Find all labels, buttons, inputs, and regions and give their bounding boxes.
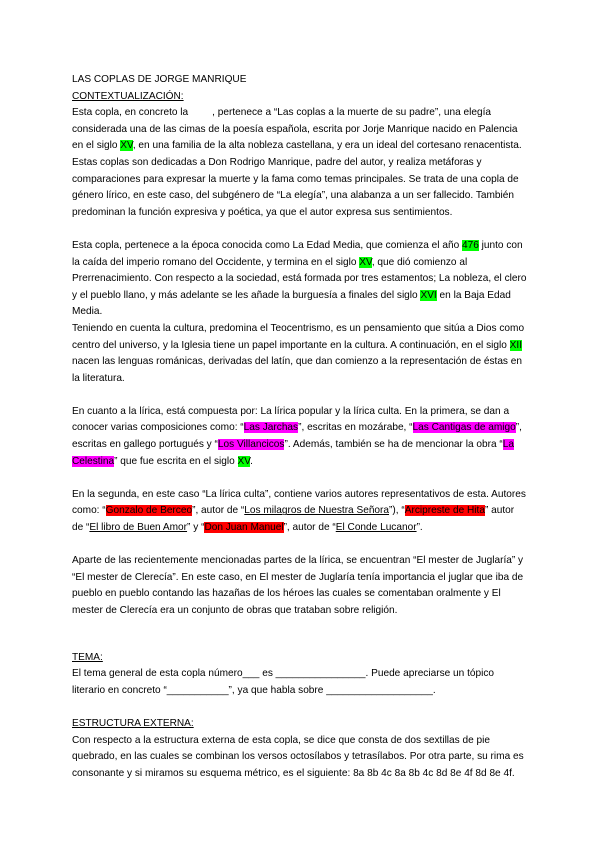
context-paragraph-3 bbox=[72, 321, 528, 387]
paragraph-gap bbox=[72, 699, 528, 716]
highlight-red: Arcipreste de Hita bbox=[404, 505, 485, 517]
text-run: nacen las lenguas románicas, derivadas del latín, que dan comienzo a la representación de éstas en la literatura. bbox=[72, 356, 523, 384]
text-run: ”. bbox=[416, 522, 423, 534]
highlight-green: XV bbox=[120, 140, 133, 152]
text-run: Teniendo en cuenta la cultura, predomina el Teocentrismo, es un pensamiento que sitúa a Dios como centro del universo, y la Iglesia tiene un papel importante en la cultura. A continuación, en el siglo bbox=[72, 322, 525, 351]
text-run: , pertenece a “Las coplas a la muerte de su padre”, una elegía considerada una de las cimas de la poesía española, escrita por Jorje Manrique nacido en Palencia en el siglo bbox=[72, 107, 518, 152]
text-run: ” que fue escrita en el siglo bbox=[114, 455, 238, 467]
paragraph-gap bbox=[72, 221, 528, 238]
paragraph-gap bbox=[72, 387, 528, 404]
text-run: ”, escritas en mozárabe, “ bbox=[298, 422, 413, 434]
highlight-magenta: Los Villancicos bbox=[217, 439, 285, 451]
text-run: , que dió comienzo al Prerrenacimiento. Con respecto a la sociedad, está formada por tres estamentos; La nobleza, el clero y el pueblo llano, y más adelante se les añade la burguesía a finales del siglo bbox=[72, 256, 527, 301]
highlight-green: XVI bbox=[420, 289, 437, 301]
text-run: ” y “ bbox=[187, 522, 205, 534]
highlight-green: 476 bbox=[462, 239, 479, 251]
text-run: . bbox=[250, 455, 253, 467]
text-run: , en una familia de la alta nobleza castellana, y era un ideal del cortesano renacentista. Estas coplas son dedicadas a Don Rodrigo Manrique, padre del autor, y realiza metáforas y comparaciones para expresar la muerte y la fama como temas principales. Se trata de una copla de género lírico, en este caso, del subgénero de “La elegía”, una alabanza a un ser fallecido. También predominan la función expresiva y poética, ya que el autor expresa sus sentimientos. bbox=[72, 140, 522, 218]
tema-paragraph: El tema general de esta copla número___ es ________________. Puede apreciarse un tópico literario en concreto “___________”, ya que habla sobre ___________________. bbox=[72, 668, 495, 696]
text-run: Esta copla, pertenece a la época conocida como La Edad Media, que comienza el año bbox=[72, 239, 462, 251]
highlight-red: Gonzalo de Berceo bbox=[105, 505, 193, 517]
context-paragraph-2 bbox=[72, 238, 528, 321]
mester-paragraph: Aparte de las recientemente mencionadas partes de la lírica, se encuentran “El mester de Juglaría” y “El mester de Clerecía”. En este caso, en El mester de Juglaría tenía importancia el juglar que iba de pueblo en pueblo contando las hazañas de los héroes las cuales se comentaban oralmente y El mester de Clerecía era un conjunto de obras que trataban sobre religión. bbox=[72, 555, 524, 616]
underlined-work: Los milagros de Nuestra Señora bbox=[244, 505, 390, 517]
underlined-work: El Conde Lucanor bbox=[335, 522, 417, 534]
context-heading: CONTEXTUALIZACIÓN: bbox=[72, 90, 184, 102]
lirica-culta-paragraph bbox=[72, 487, 528, 537]
text-run: ”. Además, también se ha de mencionar la obra “ bbox=[284, 439, 503, 451]
estructura-heading: ESTRUCTURA EXTERNA: bbox=[72, 717, 194, 729]
highlight-red: Don Juan Manuel bbox=[204, 522, 284, 534]
context-paragraph-1 bbox=[72, 105, 528, 221]
paragraph-gap bbox=[72, 537, 528, 554]
text-run: Esta copla, en concreto la bbox=[72, 107, 189, 119]
text-run: junto con la caída del imperio romano del Occidente, y termina en el siglo bbox=[72, 239, 523, 268]
highlight-green: XV bbox=[359, 256, 372, 268]
document-body bbox=[72, 72, 528, 782]
highlight-magenta: Las Cantigas de amigo bbox=[412, 422, 516, 434]
paragraph-gap bbox=[72, 470, 528, 487]
text-run: ”, escritas en gallego portugués y “ bbox=[72, 422, 522, 451]
highlight-green: XII bbox=[509, 339, 523, 351]
text-run: ” autor de “ bbox=[72, 505, 515, 534]
highlight-green: XV bbox=[237, 455, 251, 467]
section-gap bbox=[72, 620, 528, 650]
document-title: LAS COPLAS DE JORGE MANRIQUE bbox=[72, 74, 247, 85]
text-run: ”), “ bbox=[389, 505, 405, 517]
estructura-paragraph: Con respecto a la estructura externa de esta copla, se dice que consta de dos sextillas de pie quebrado, en las cuales se combinan los versos octosílabos y tetrasílabos. Por otra parte, su rima es consonante y si miramos su esquema métrico, es el siguiente: 8a 8b 4c 8a 8b 4c 8d 8e 4f 8d 8e 4f. bbox=[72, 734, 524, 779]
text-run: En la segunda, en este caso “La lírica culta”, contiene varios autores representativos de esta. Autores como: “ bbox=[72, 488, 526, 517]
text-run: ”, autor de “ bbox=[192, 505, 245, 517]
tema-heading: TEMA: bbox=[72, 651, 103, 663]
lirica-paragraph bbox=[72, 404, 528, 470]
text-run: en la Baja Edad Media. bbox=[72, 289, 511, 318]
underlined-work: El libro de Buen Amor bbox=[89, 522, 188, 534]
highlight-magenta: Las Jarchas bbox=[243, 422, 299, 434]
text-run: En cuanto a la lírica, está compuesta por: La lírica popular y la lírica culta. En la primera, se dan a conocer varias composiciones como: “ bbox=[72, 405, 510, 434]
text-run: ”, autor de “ bbox=[283, 522, 336, 534]
highlight-magenta: La Celestina bbox=[72, 439, 514, 467]
